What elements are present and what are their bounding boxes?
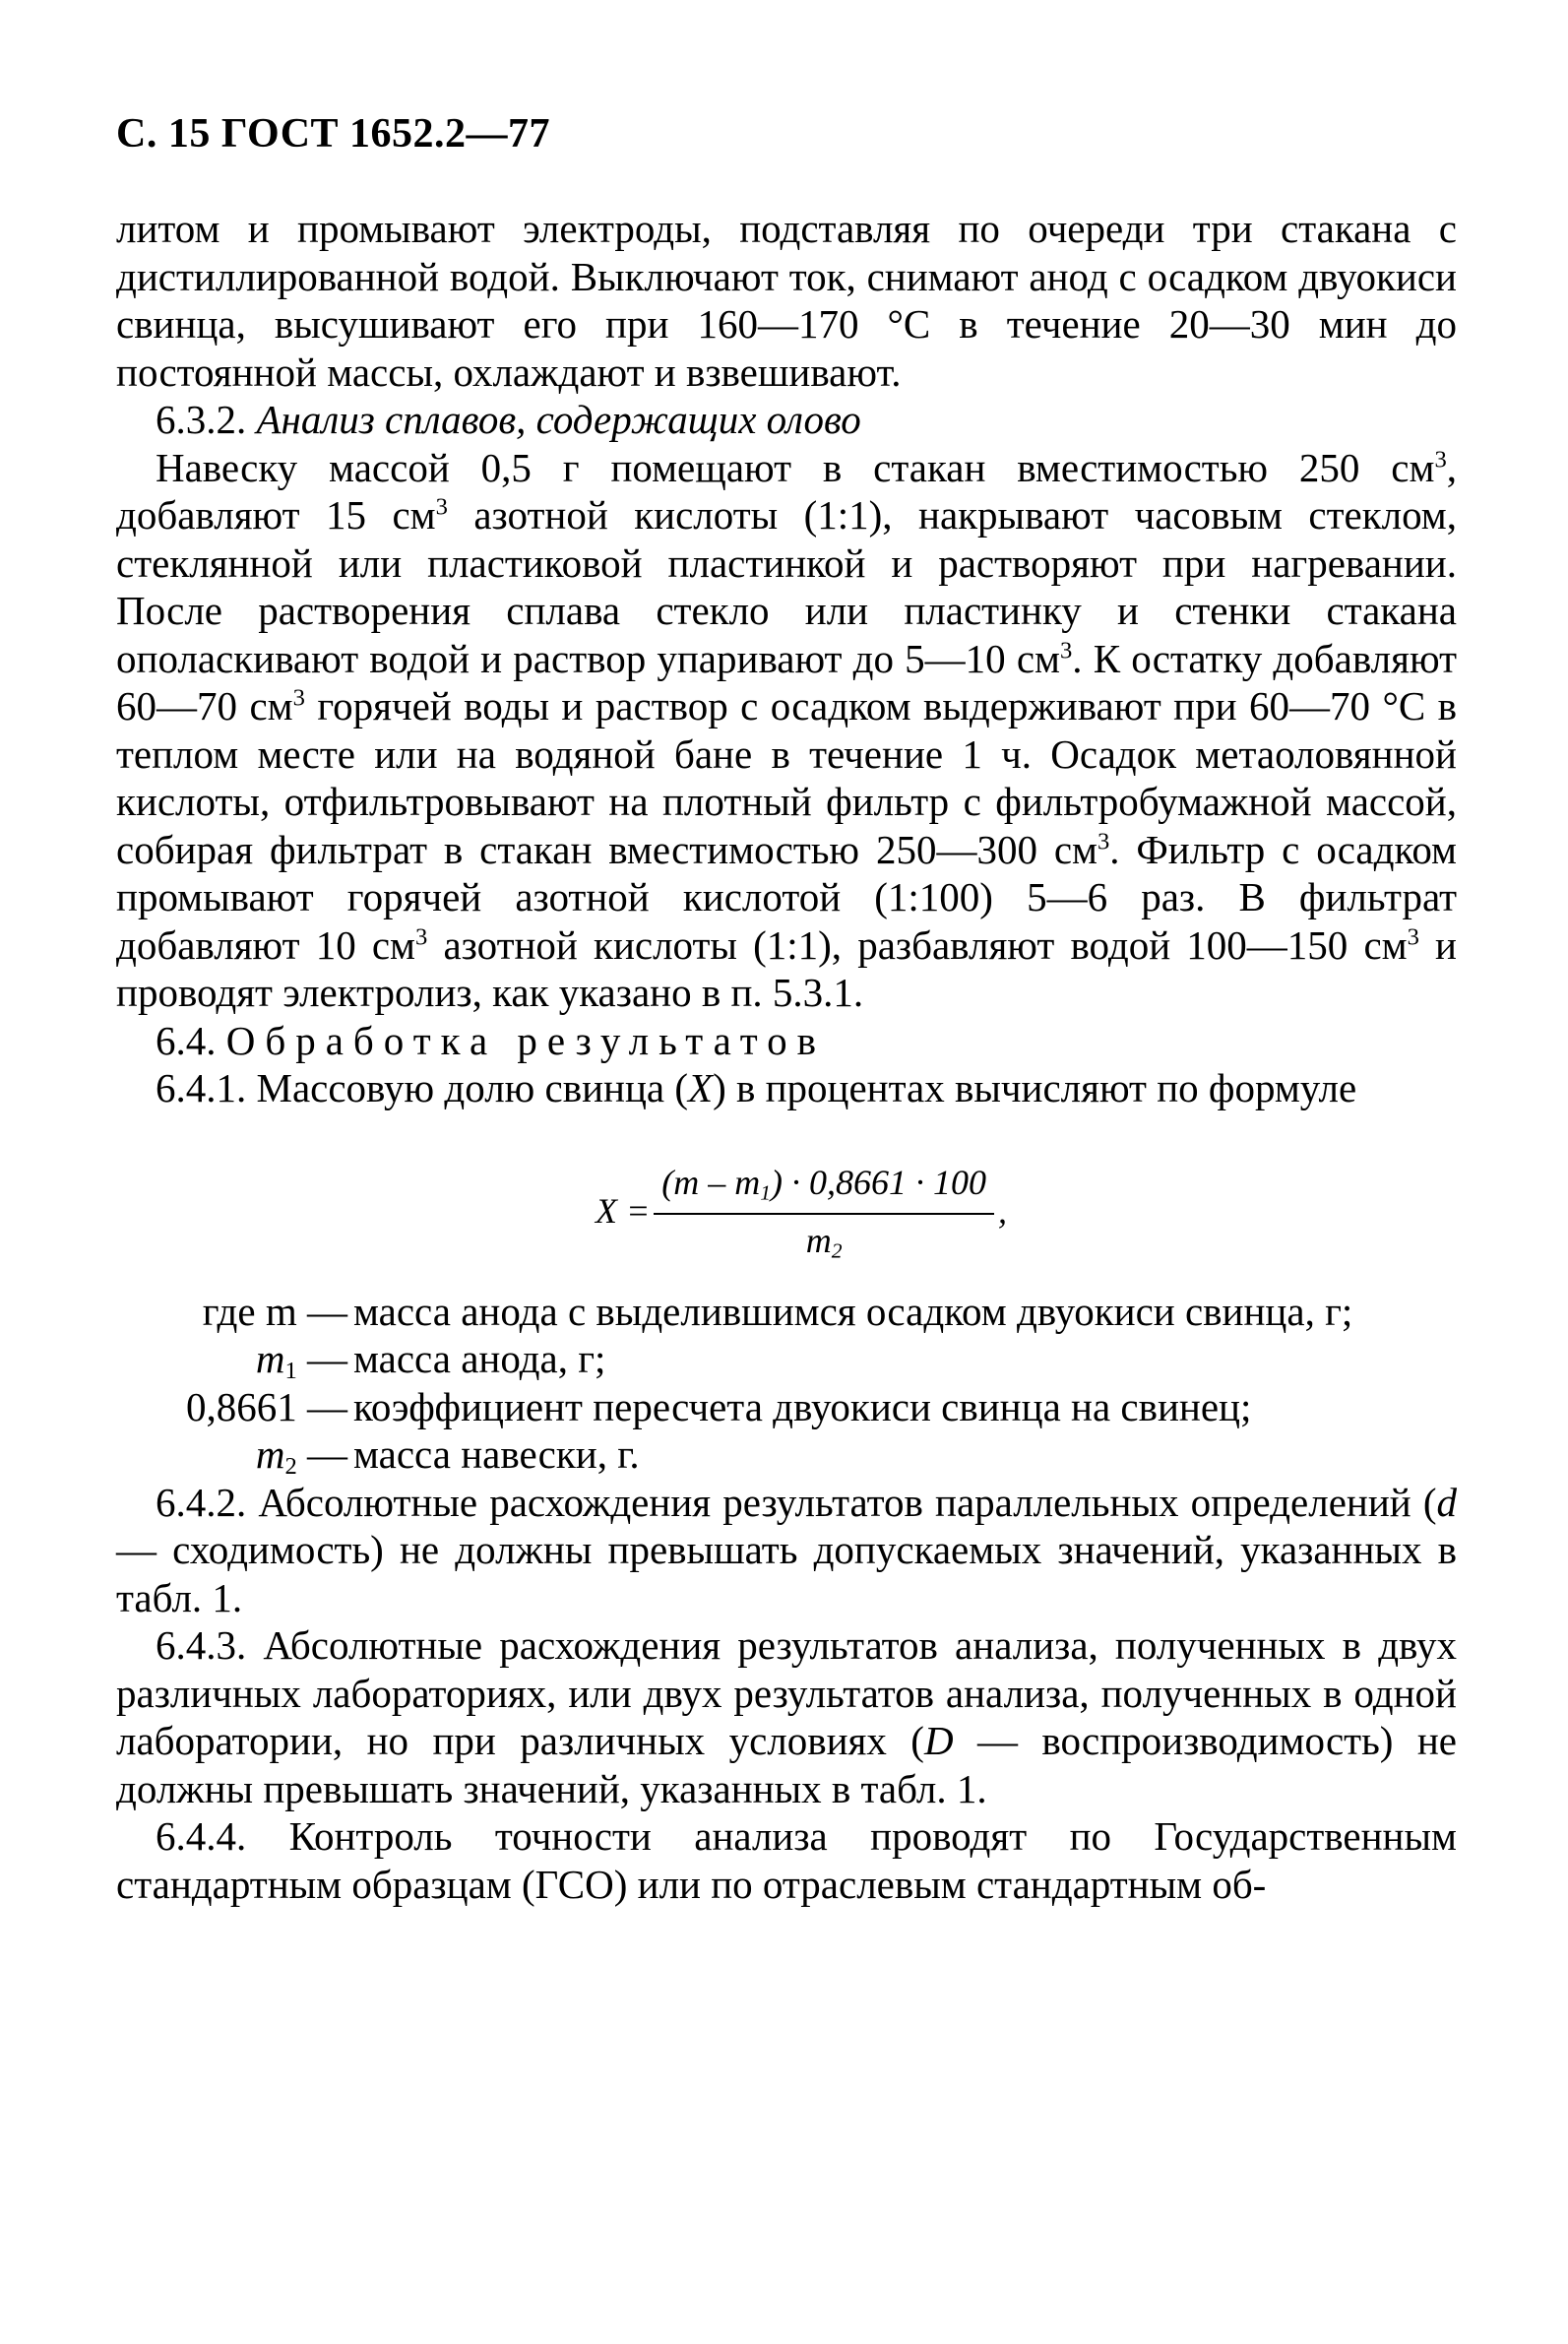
- section-6-3-2-heading: [116, 396, 1457, 444]
- definition-term: где m —: [202, 1288, 347, 1334]
- formula-fraction: [654, 1159, 994, 1264]
- definition-term: $m_2$ —: [255, 1431, 347, 1481]
- paragraph-continuation: литом и промывают электроды, подставляя по очереди три стакана с дистиллированной водой. Выключают ток, снимают анод с осадком двуокиси свинца, высушивают его при 160—170 °С в течение 20—30 мин до постоянной массы, охлаждают и взвешивают.: [116, 206, 1457, 395]
- definition-text: масса анода с выделившимся осадком двуокиси свинца, г;: [353, 1288, 1353, 1334]
- formula-comma: ,: [998, 1191, 1008, 1232]
- definition-coefficient: [175, 1383, 1457, 1431]
- section-number: 6.4.: [156, 1017, 217, 1063]
- page-content: [116, 205, 1457, 1908]
- definition-text: масса навески, г.: [353, 1431, 640, 1477]
- definition-m: [175, 1288, 1457, 1336]
- formula-definitions: [175, 1288, 1457, 1479]
- paragraph-sample-preparation: Навеску массой 0,5 г помещают в стакан вместимостью 250 $см^3$, добавляют 15 $см^3$ азотной кислоты (1:1), накрывают часовым стеклом, стеклянной или пластиковой пластинкой и растворяют при нагревании. После растворения сплава стекло или пластинку и стенки стакана ополаскивают водой и раствор упаривают до 5—10 $см^3$. К остатку добавляют 60—70 $см^3$ горячей воды и раствор с осадком выдерживают при 60—70 °С в теплом месте или на водяной бане в течение 1 ч. Осадок метаоловянной кислоты, отфильтровывают на плотный фильтр с фильтробумажной массой, собирая фильтрат в стакан вместимостью 250—300 $см^3$. Фильтр с осадком промывают горячей азотной кислотой (1:100) 5—6 раз. В фильтрат добавляют 10 $см^3$ азотной кислоты (1:1), разбавляют водой 100—150 $см^3$ и проводят электролиз, как указано в п. 5.3.1.: [116, 444, 1457, 1015]
- paragraph-6-4-3: 6.4.3. Абсолютные расхождения результатов анализа, полученных в двух различных лабораториях, или двух результатов анализа, полученных в одной лаборатории, но при различных условиях (D — воспроизводимость) не должны превышать значений, указанных в табл. 1.: [116, 1622, 1458, 1811]
- section-title: Анализ сплавов, содержащих олово: [256, 397, 861, 442]
- definition-term: $m_1$ —: [255, 1336, 347, 1385]
- section-number: 6.3.2.: [156, 397, 247, 442]
- section-6-4-heading: [116, 1017, 1457, 1065]
- paragraph-6-4-2: 6.4.2. Абсолютные расхождения результатов параллельных определений (d — сходимость) не должны превышать допускаемых значений, указанных в табл. 1.: [116, 1479, 1458, 1620]
- definition-m2: [175, 1430, 1457, 1479]
- formula-lhs: X =: [595, 1191, 651, 1232]
- paragraph-6-4-4: 6.4.4. Контроль точности анализа проводят по Государственным стандартным образцам (ГСО) или по отраслевым стандартным об-: [116, 1813, 1457, 1907]
- formula-numerator: $(m - m_1) \cdot 0,8661 \cdot 100$: [654, 1159, 994, 1215]
- mass-fraction-formula: [146, 1148, 1457, 1276]
- definition-text: масса анода, г;: [353, 1336, 606, 1381]
- paragraph-6-4-1: 6.4.1. Массовую долю свинца (X) в процентах вычисляют по формуле: [156, 1065, 1357, 1110]
- definition-text: коэффициент пересчета двуокиси свинца на свинец;: [353, 1383, 1252, 1429]
- definition-term: 0,8661 —: [186, 1383, 347, 1429]
- definition-m1: [175, 1335, 1457, 1383]
- formula-denominator: $m_2$: [805, 1220, 843, 1262]
- page-header: С. 15 ГОСТ 1652.2—77: [116, 111, 551, 157]
- section-title: Обработка результатов: [225, 1017, 827, 1063]
